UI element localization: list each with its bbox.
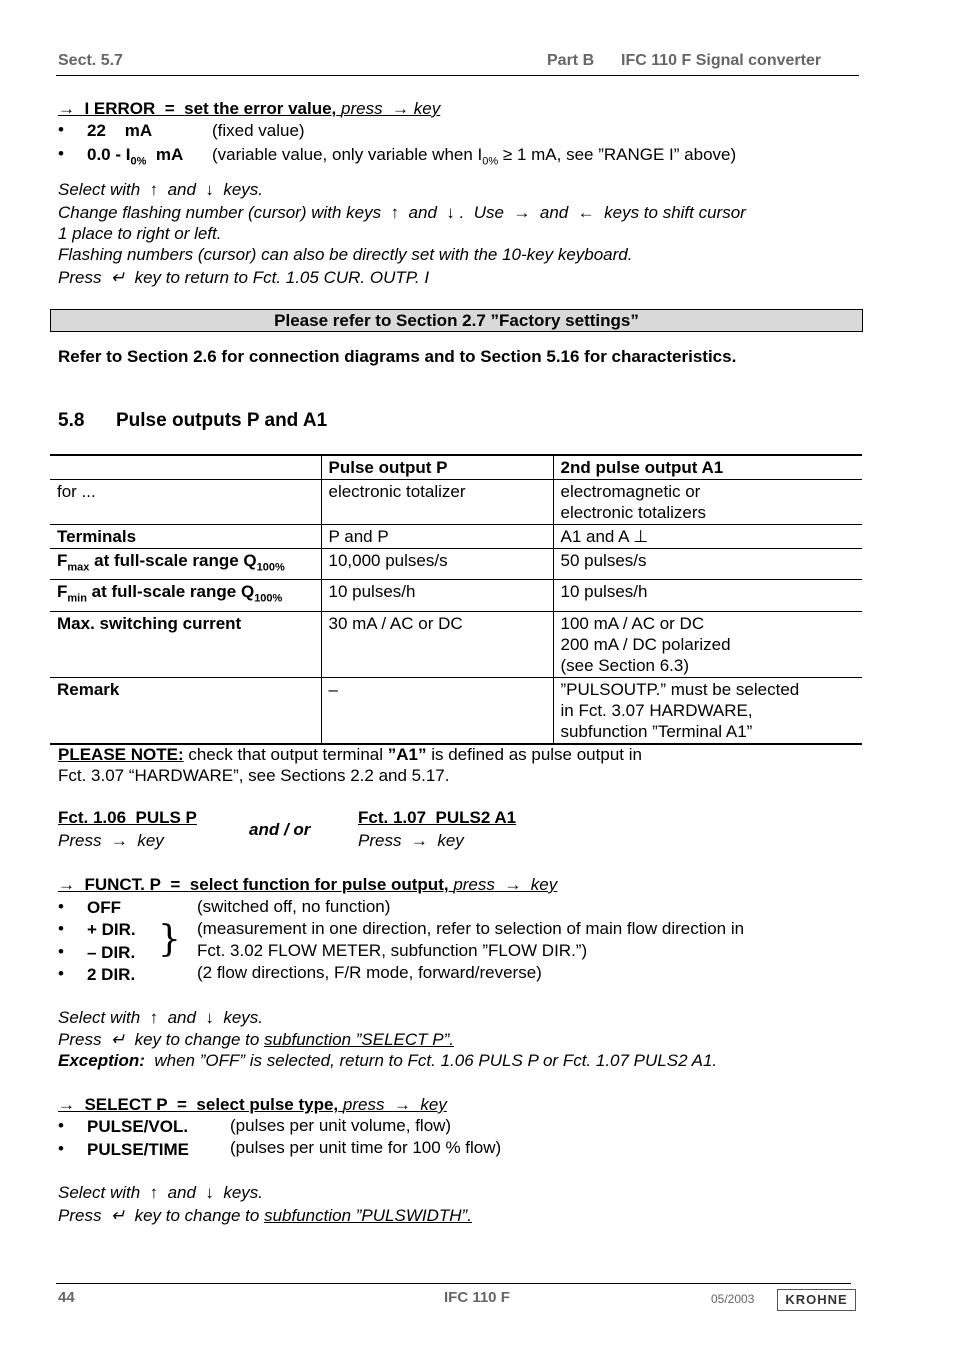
header-part: Part B [547, 52, 595, 69]
ierror-item-note: (variable value, only variable when $I_{0\%} \ge 1$ mA, see ”RANGE I” above) [212, 145, 737, 168]
please-note: PLEASE NOTE: check that output terminal ”A1” is defined as pulse output in [58, 745, 642, 764]
table-cell: ”PULSOUTP.” must be selected in Fct. 3.07 HARDWARE, subfunction ”Terminal A1” [553, 677, 862, 744]
funct-item-note: Fct. 3.02 FLOW METER, subfunction ”FLOW DIR.”) [197, 941, 588, 960]
table-row [50, 549, 862, 580]
table-row [50, 611, 862, 677]
bullet: • [58, 1116, 64, 1135]
selectp-press: Press ↵ key to change to subfunction ”PULSWIDTH”. [58, 1206, 472, 1225]
funct-item-value: 2 DIR. [87, 965, 136, 984]
table-row [50, 580, 862, 611]
bullet: • [58, 942, 64, 961]
bullet: • [58, 897, 64, 916]
selectp-heading: → SELECT P = select pulse type, press → key [58, 1095, 447, 1114]
refer-note: Refer to Section 2.6 for connection diagrams and to Section 5.16 for characteristics. [58, 347, 737, 366]
footer-date: 05/2003 [711, 1292, 755, 1306]
selectp-select: Select with ↑ and ↓ keys. [58, 1183, 264, 1202]
brace-icon: } [158, 919, 181, 960]
table-header-cell: Pulse output P [321, 455, 553, 480]
table-row-label: $F_{min}$ at full-scale range $Q_{100\%}$ [50, 580, 321, 611]
table-row [50, 525, 862, 549]
funct-press: Press ↵ key to change to subfunction ”SELECT P”. [58, 1030, 454, 1049]
table-cell: 10,000 pulses/s [321, 549, 553, 580]
instruction-line: Flashing numbers (cursor) can also be directly set with the 10-key keyboard. [58, 245, 633, 264]
table-row-label: Max. switching current [50, 611, 321, 677]
table-row-label: $F_{max}$ at full-scale range $Q_{100\%}$ [50, 549, 321, 580]
instruction-line: Press ↵ key to return to Fct. 1.05 CUR. OUTP. I [58, 268, 430, 287]
bullet: • [58, 144, 64, 163]
instruction-line: Change flashing number (cursor) with keys ↑ and ↓ . Use → and ← keys to shift cursor [58, 203, 746, 222]
instruction-line: Select with ↑ and ↓ keys. [58, 180, 264, 199]
funct-item-note: (switched off, no function) [197, 897, 391, 916]
footer-rule [56, 1283, 851, 1284]
please-note-line2: Fct. 3.07 “HARDWARE”, see Sections 2.2 and 5.17. [58, 766, 450, 785]
krohne-logo: KROHNE [777, 1289, 856, 1311]
funct-item-value: – DIR. [87, 943, 136, 962]
footer-page: 44 [58, 1289, 75, 1306]
table-cell: 100 mA / AC or DC 200 mA / DC polarized (see Section 6.3) [553, 611, 862, 677]
fct-andor: and / or [249, 820, 311, 839]
ierror-item-note: (fixed value) [212, 121, 305, 140]
bullet: • [58, 1139, 64, 1158]
fct-right-press: Press → key [358, 831, 464, 850]
fct-left-press: Press → key [58, 831, 164, 850]
ierror-item-value: $0.0 - I_{0\%}$ mA [87, 145, 184, 168]
table-row-label: Terminals [50, 525, 321, 549]
fct-right-title: Fct. 1.07 PULS2 A1 [358, 808, 517, 827]
table-row-label: for ... [50, 480, 321, 525]
bullet: • [58, 919, 64, 938]
factory-settings-note: Please refer to Section 2.7 ”Factory settings” [50, 309, 863, 332]
funct-select: Select with ↑ and ↓ keys. [58, 1008, 264, 1027]
table-header-cell: 2nd pulse output A1 [553, 455, 862, 480]
table-header-row [50, 455, 862, 480]
funct-item-value: OFF [87, 898, 121, 917]
table-cell: electronic totalizer [321, 480, 553, 525]
ierror-item-value: 22 mA [87, 121, 153, 140]
selectp-item-note: (pulses per unit time for 100 % flow) [230, 1138, 502, 1157]
bullet: • [58, 120, 64, 139]
header-rule [56, 75, 859, 76]
pulse-output-table [50, 454, 862, 745]
table-cell: A1 and A ⊥ [553, 525, 862, 549]
header-title: IFC 110 F Signal converter [621, 52, 822, 69]
header-section: Sect. 5.7 [58, 52, 123, 69]
section-title: Pulse outputs P and A1 [116, 410, 328, 431]
footer-product: IFC 110 F [444, 1289, 510, 1306]
ierror-heading: → I ERROR = set the error value, press → key [58, 99, 441, 118]
instruction-line: 1 place to right or left. [58, 224, 222, 243]
funct-item-value: + DIR. [87, 920, 136, 939]
table-row [50, 480, 862, 525]
funct-heading: → FUNCT. P = select function for pulse output, press → key [58, 875, 558, 894]
fct-left-title: Fct. 1.06 PULS P [58, 808, 197, 827]
table-cell: electromagnetic or electronic totalizers [553, 480, 862, 525]
table-cell: – [321, 677, 553, 744]
selectp-item-value: PULSE/TIME [87, 1140, 190, 1159]
table-row-label: Remark [50, 677, 321, 744]
table-header-cell [50, 455, 321, 480]
section-number: 5.8 [58, 410, 85, 431]
selectp-item-value: PULSE/VOL. [87, 1117, 189, 1136]
funct-item-note: (2 flow directions, F/R mode, forward/reverse) [197, 963, 542, 982]
bullet: • [58, 964, 64, 983]
selectp-item-note: (pulses per unit volume, flow) [230, 1116, 452, 1135]
table-cell: P and P [321, 525, 553, 549]
funct-item-note: (measurement in one direction, refer to selection of main flow direction in [197, 919, 745, 938]
table-row [50, 677, 862, 744]
funct-exception: Exception: when ”OFF” is selected, return to Fct. 1.06 PULS P or Fct. 1.07 PULS2 A1. [58, 1051, 718, 1070]
table-cell: 30 mA / AC or DC [321, 611, 553, 677]
table-cell: 10 pulses/h [321, 580, 553, 611]
table-cell: 10 pulses/h [553, 580, 862, 611]
table-cell: 50 pulses/s [553, 549, 862, 580]
